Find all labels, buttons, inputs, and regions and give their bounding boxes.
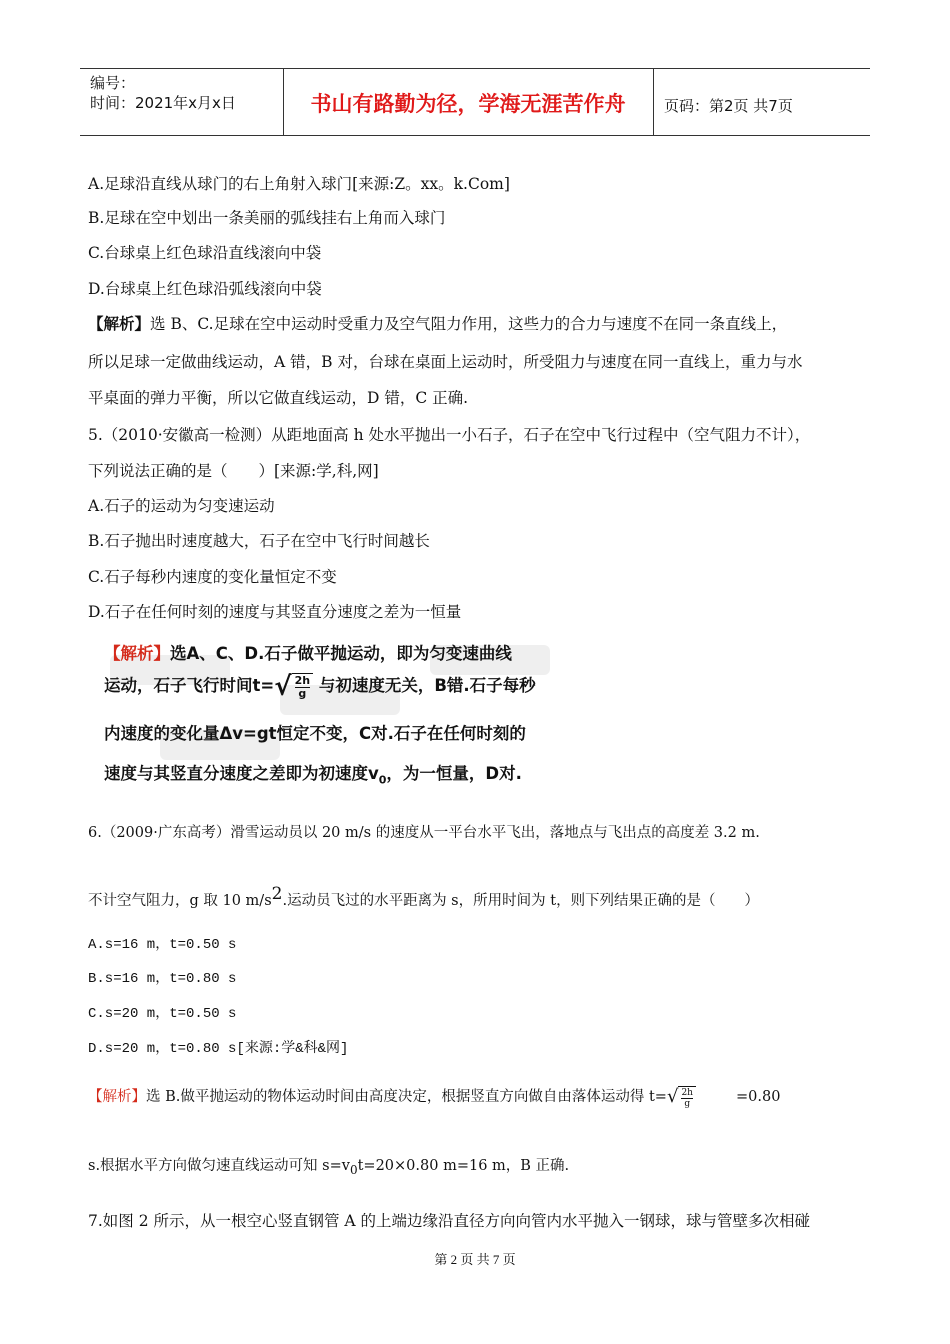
- q4-analysis-line2: 所以足球一定做曲线运动，A 错，B 对，台球在桌面上运动时，所受阻力与速度在同一直线上，重力与水: [88, 353, 803, 371]
- fraction-2h-over-g: $\frac{2h}{g}$: [292, 673, 314, 700]
- analysis-tag: 【解析】: [104, 644, 170, 663]
- header-time-label: 时间：2021年x月x日: [90, 94, 236, 112]
- analysis-tag: 【解析】: [88, 314, 151, 333]
- q5-analysis-line1: 【解析】选A、C、D.石子做平抛运动，即为匀变速曲线: [104, 644, 512, 663]
- header-page-label: 页码：第2页 共7页: [664, 97, 793, 115]
- q5-option-d: D.石子在任何时刻的速度与其竖直分速度之差为一恒量: [88, 603, 462, 621]
- analysis-tag: 【解析】: [88, 1089, 146, 1105]
- q5-stem-line2: 下列说法正确的是（ ）[来源:学,科,网]: [88, 462, 379, 480]
- q4-option-d: D.台球桌上红色球沿弧线滚向中袋: [88, 280, 322, 298]
- q6-stem-line2: 不计空气阻力，g 取 10 $m/s^2$.运动员飞过的水平距离为 s，所用时间为 t，则下列结果正确的是（ ）: [88, 884, 760, 909]
- q4-option-c: C.台球桌上红色球沿直线滚向中袋: [88, 244, 322, 262]
- q4-analysis-line1: 【解析】选 B、C.足球在空中运动时受重力及空气阻力作用，这些力的合力与速度不在同一条直线上，: [88, 314, 788, 333]
- sqrt-sign: √: [666, 1086, 679, 1107]
- q6-analysis-line2: s.根据水平方向做匀速直线运动可知 $s=v_0t=20\times 0.80$ m=16 m，B 正确.: [88, 1158, 570, 1177]
- page-footer: 第 2 页 共 7 页: [434, 1252, 516, 1267]
- q4-option-a: A.足球沿直线从球门的右上角射入球门[来源:Z。xx。k.Com]: [88, 175, 510, 193]
- q6-option-b: B.s=16 m，t=0.80 s: [88, 971, 237, 987]
- sqrt-sign: √: [274, 671, 292, 702]
- q5-option-a: A.石子的运动为匀变速运动: [88, 497, 275, 515]
- q4-analysis-line3: 平桌面的弹力平衡，所以它做直线运动，D 错，C 正确.: [88, 389, 469, 407]
- q6-analysis-line1: 【解析】选 B.做平抛运动的物体运动时间由高度决定，根据竖直方向做自由落体运动得 t=√ $\frac{2h}{g} =0.80$: [88, 1086, 781, 1109]
- q6-option-d: D.s=20 m，t=0.80 s[来源:学&科&网]: [88, 1041, 349, 1057]
- q6-option-a: A.s=16 m，t=0.50 s: [88, 937, 237, 953]
- q7-stem-line1: 7.如图 2 所示，从一根空心竖直钢管 A 的上端边缘沿直径方向向管内水平抛入一钢球，球与管壁多次相碰: [88, 1212, 811, 1230]
- q6-option-c: C.s=20 m，t=0.50 s: [88, 1006, 237, 1022]
- q5-option-c: C.石子每秒内速度的变化量恒定不变: [88, 568, 337, 586]
- q4-option-b: B.足球在空中划出一条美丽的弧线挂右上角而入球门: [88, 209, 446, 227]
- q5-analysis-line4: 速度与其竖直分速度之差即为初速度$v_0$，为一恒量，D对.: [104, 764, 522, 787]
- header-number-label: 编号：: [90, 74, 136, 92]
- q5-analysis-line2: 运动，石子飞行时间t=√ $\frac{2h}{g}$ 与初速度无关，B错.石子每秒: [104, 671, 536, 702]
- header-motto: 书山有路勤为径，学海无涯苦作舟: [310, 92, 626, 116]
- q6-stem-line1: 6.（2009·广东高考）滑雪运动员以 20 m/s 的速度从一平台水平飞出，落地点与飞出点的高度差 3.2 m.: [88, 825, 760, 841]
- fraction-2h-over-g: $\frac{2h}{g}$: [678, 1086, 696, 1109]
- q5-analysis-line3: 内速度的变化量Δv=gt恒定不变，C对.石子在任何时刻的: [104, 724, 526, 743]
- q5-stem-line1: 5.（2010·安徽高一检测）从距地面高 h 处水平抛出一小石子，石子在空中飞行过程中（空气阻力不计），: [88, 426, 811, 444]
- q5-option-b: B.石子抛出时速度越大，石子在空中飞行时间越长: [88, 532, 430, 550]
